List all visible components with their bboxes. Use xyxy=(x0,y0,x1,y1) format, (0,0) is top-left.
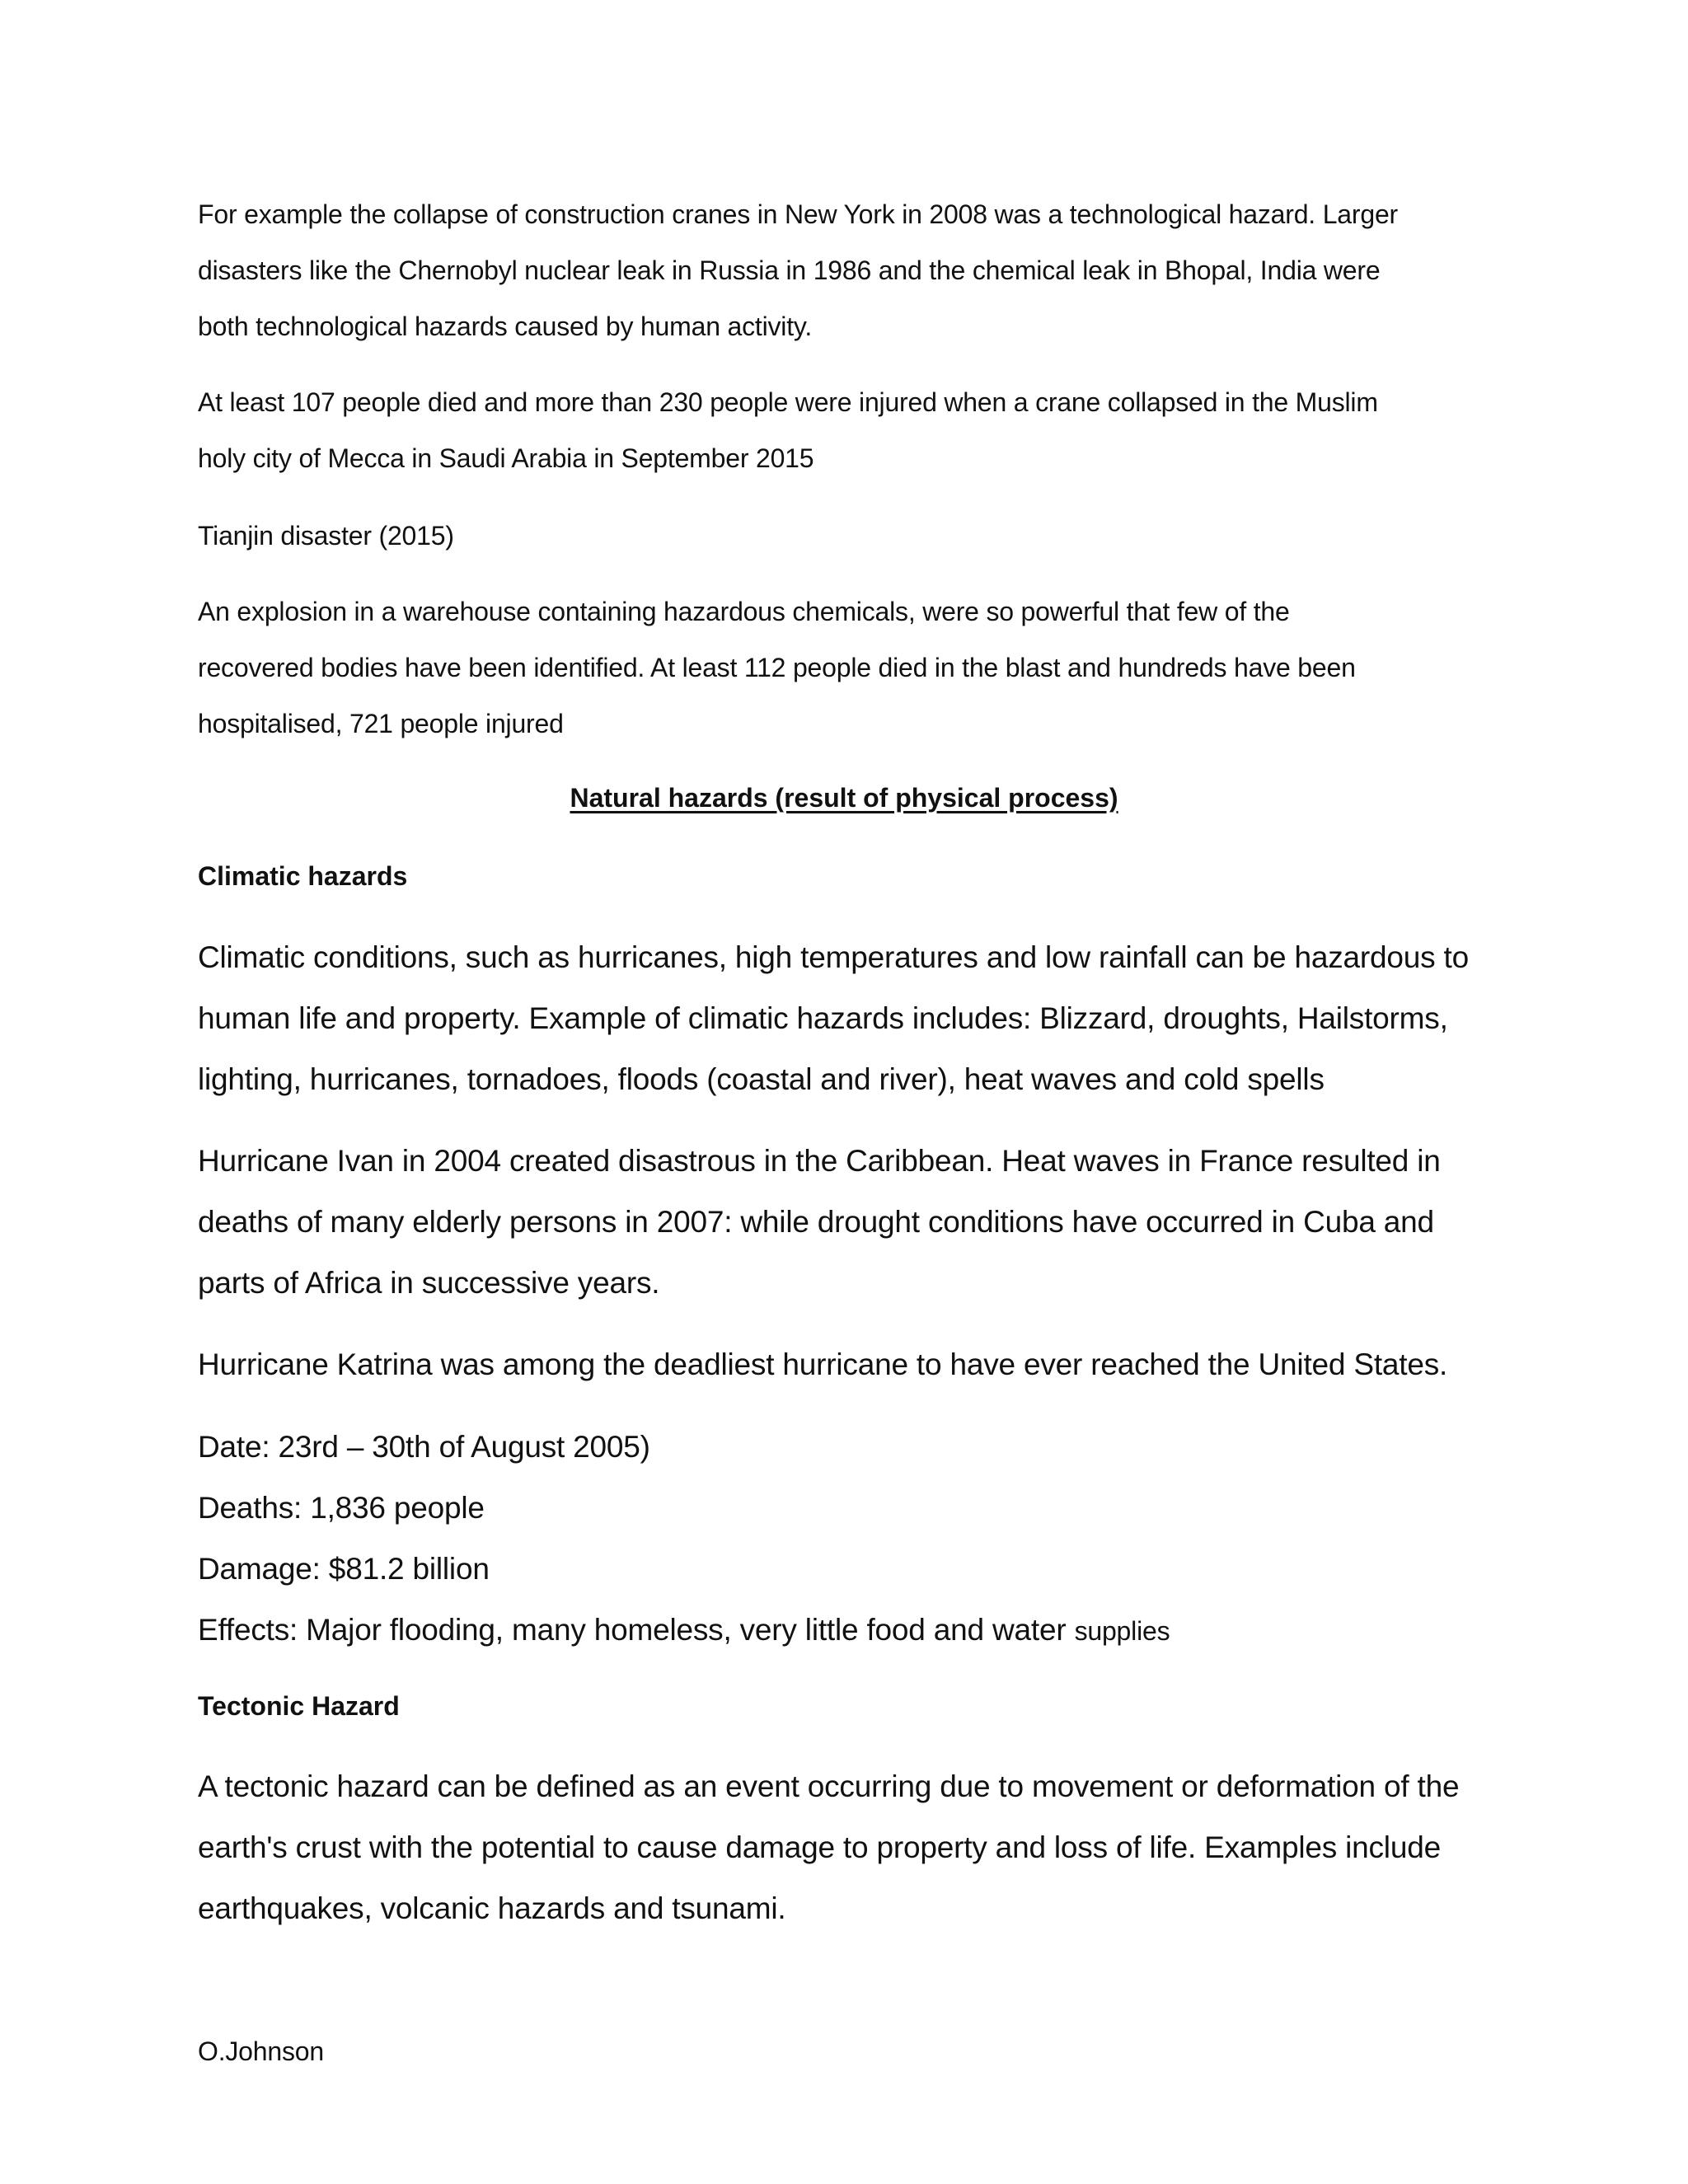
text-line: For example the collapse of construction cranes in New York in 2008 was a technological hazard. Larger xyxy=(198,199,1398,229)
text-line: lighting, hurricanes, tornadoes, floods (coastal and river), heat waves and cold spells xyxy=(198,1062,1325,1096)
tianjin-title: Tianjin disaster (2015) xyxy=(198,521,454,551)
katrina-facts-list xyxy=(198,1417,1508,1661)
footer-author: O.Johnson xyxy=(198,2036,324,2066)
subheading-tectonic-hazard: Tectonic Hazard xyxy=(198,1691,400,1721)
fact-effects-text: Effects: Major flooding, many homeless, very little food and water xyxy=(198,1613,1067,1647)
fact-damage: Damage: $81.2 billion xyxy=(198,1552,490,1586)
text-line: both technological hazards caused by human activity. xyxy=(198,312,813,341)
section-heading-text: Natural hazards (result of physical process) xyxy=(570,783,1118,813)
paragraph-climatic-conditions xyxy=(198,927,1508,1110)
text-line: earthquakes, volcanic hazards and tsunami. xyxy=(198,1891,786,1925)
text-line: A tectonic hazard can be defined as an event occurring due to movement or deformation of the xyxy=(198,1769,1460,1803)
text-line: disasters like the Chernobyl nuclear leak in Russia in 1986 and the chemical leak in Bhopal, India were xyxy=(198,255,1381,285)
section-heading-natural-hazards xyxy=(0,783,1688,813)
text-line: At least 107 people died and more than 230 people were injured when a crane collapsed in the Muslim xyxy=(198,387,1378,417)
fact-effects xyxy=(198,1600,1508,1661)
paragraph-hurricane-katrina: Hurricane Katrina was among the deadliest hurricane to have ever reached the United States. xyxy=(198,1347,1448,1381)
text-line: recovered bodies have been identified. At least 112 people died in the blast and hundreds have been xyxy=(198,653,1356,682)
paragraph-tectonic-definition xyxy=(198,1756,1508,1939)
paragraph-mecca-crane xyxy=(198,374,1508,486)
text-line: parts of Africa in successive years. xyxy=(198,1266,660,1300)
text-line: deaths of many elderly persons in 2007: while drought conditions have occurred in Cuba and xyxy=(198,1205,1434,1239)
text-line: holy city of Mecca in Saudi Arabia in September 2015 xyxy=(198,443,814,473)
text-line: Hurricane Ivan in 2004 created disastrous in the Caribbean. Heat waves in France resulted in xyxy=(198,1144,1441,1178)
text-line: Climatic conditions, such as hurricanes, high temperatures and low rainfall can be hazardous to xyxy=(198,940,1469,974)
subheading-climatic-hazards: Climatic hazards xyxy=(198,861,408,891)
fact-effects-tail: supplies xyxy=(1074,1616,1170,1646)
paragraph-tianjin-explosion xyxy=(198,583,1508,752)
text-line: hospitalised, 721 people injured xyxy=(198,709,564,738)
paragraph-hurricane-ivan xyxy=(198,1131,1508,1314)
fact-date: Date: 23rd – 30th of August 2005) xyxy=(198,1430,650,1464)
fact-deaths: Deaths: 1,836 people xyxy=(198,1491,485,1525)
text-line: An explosion in a warehouse containing hazardous chemicals, were so powerful that few of the xyxy=(198,597,1290,626)
text-line: earth's crust with the potential to cause damage to property and loss of life. Examples include xyxy=(198,1830,1441,1864)
text-line: human life and property. Example of climatic hazards includes: Blizzard, droughts, Hailstorms, xyxy=(198,1001,1448,1035)
paragraph-crane-examples xyxy=(198,186,1508,354)
